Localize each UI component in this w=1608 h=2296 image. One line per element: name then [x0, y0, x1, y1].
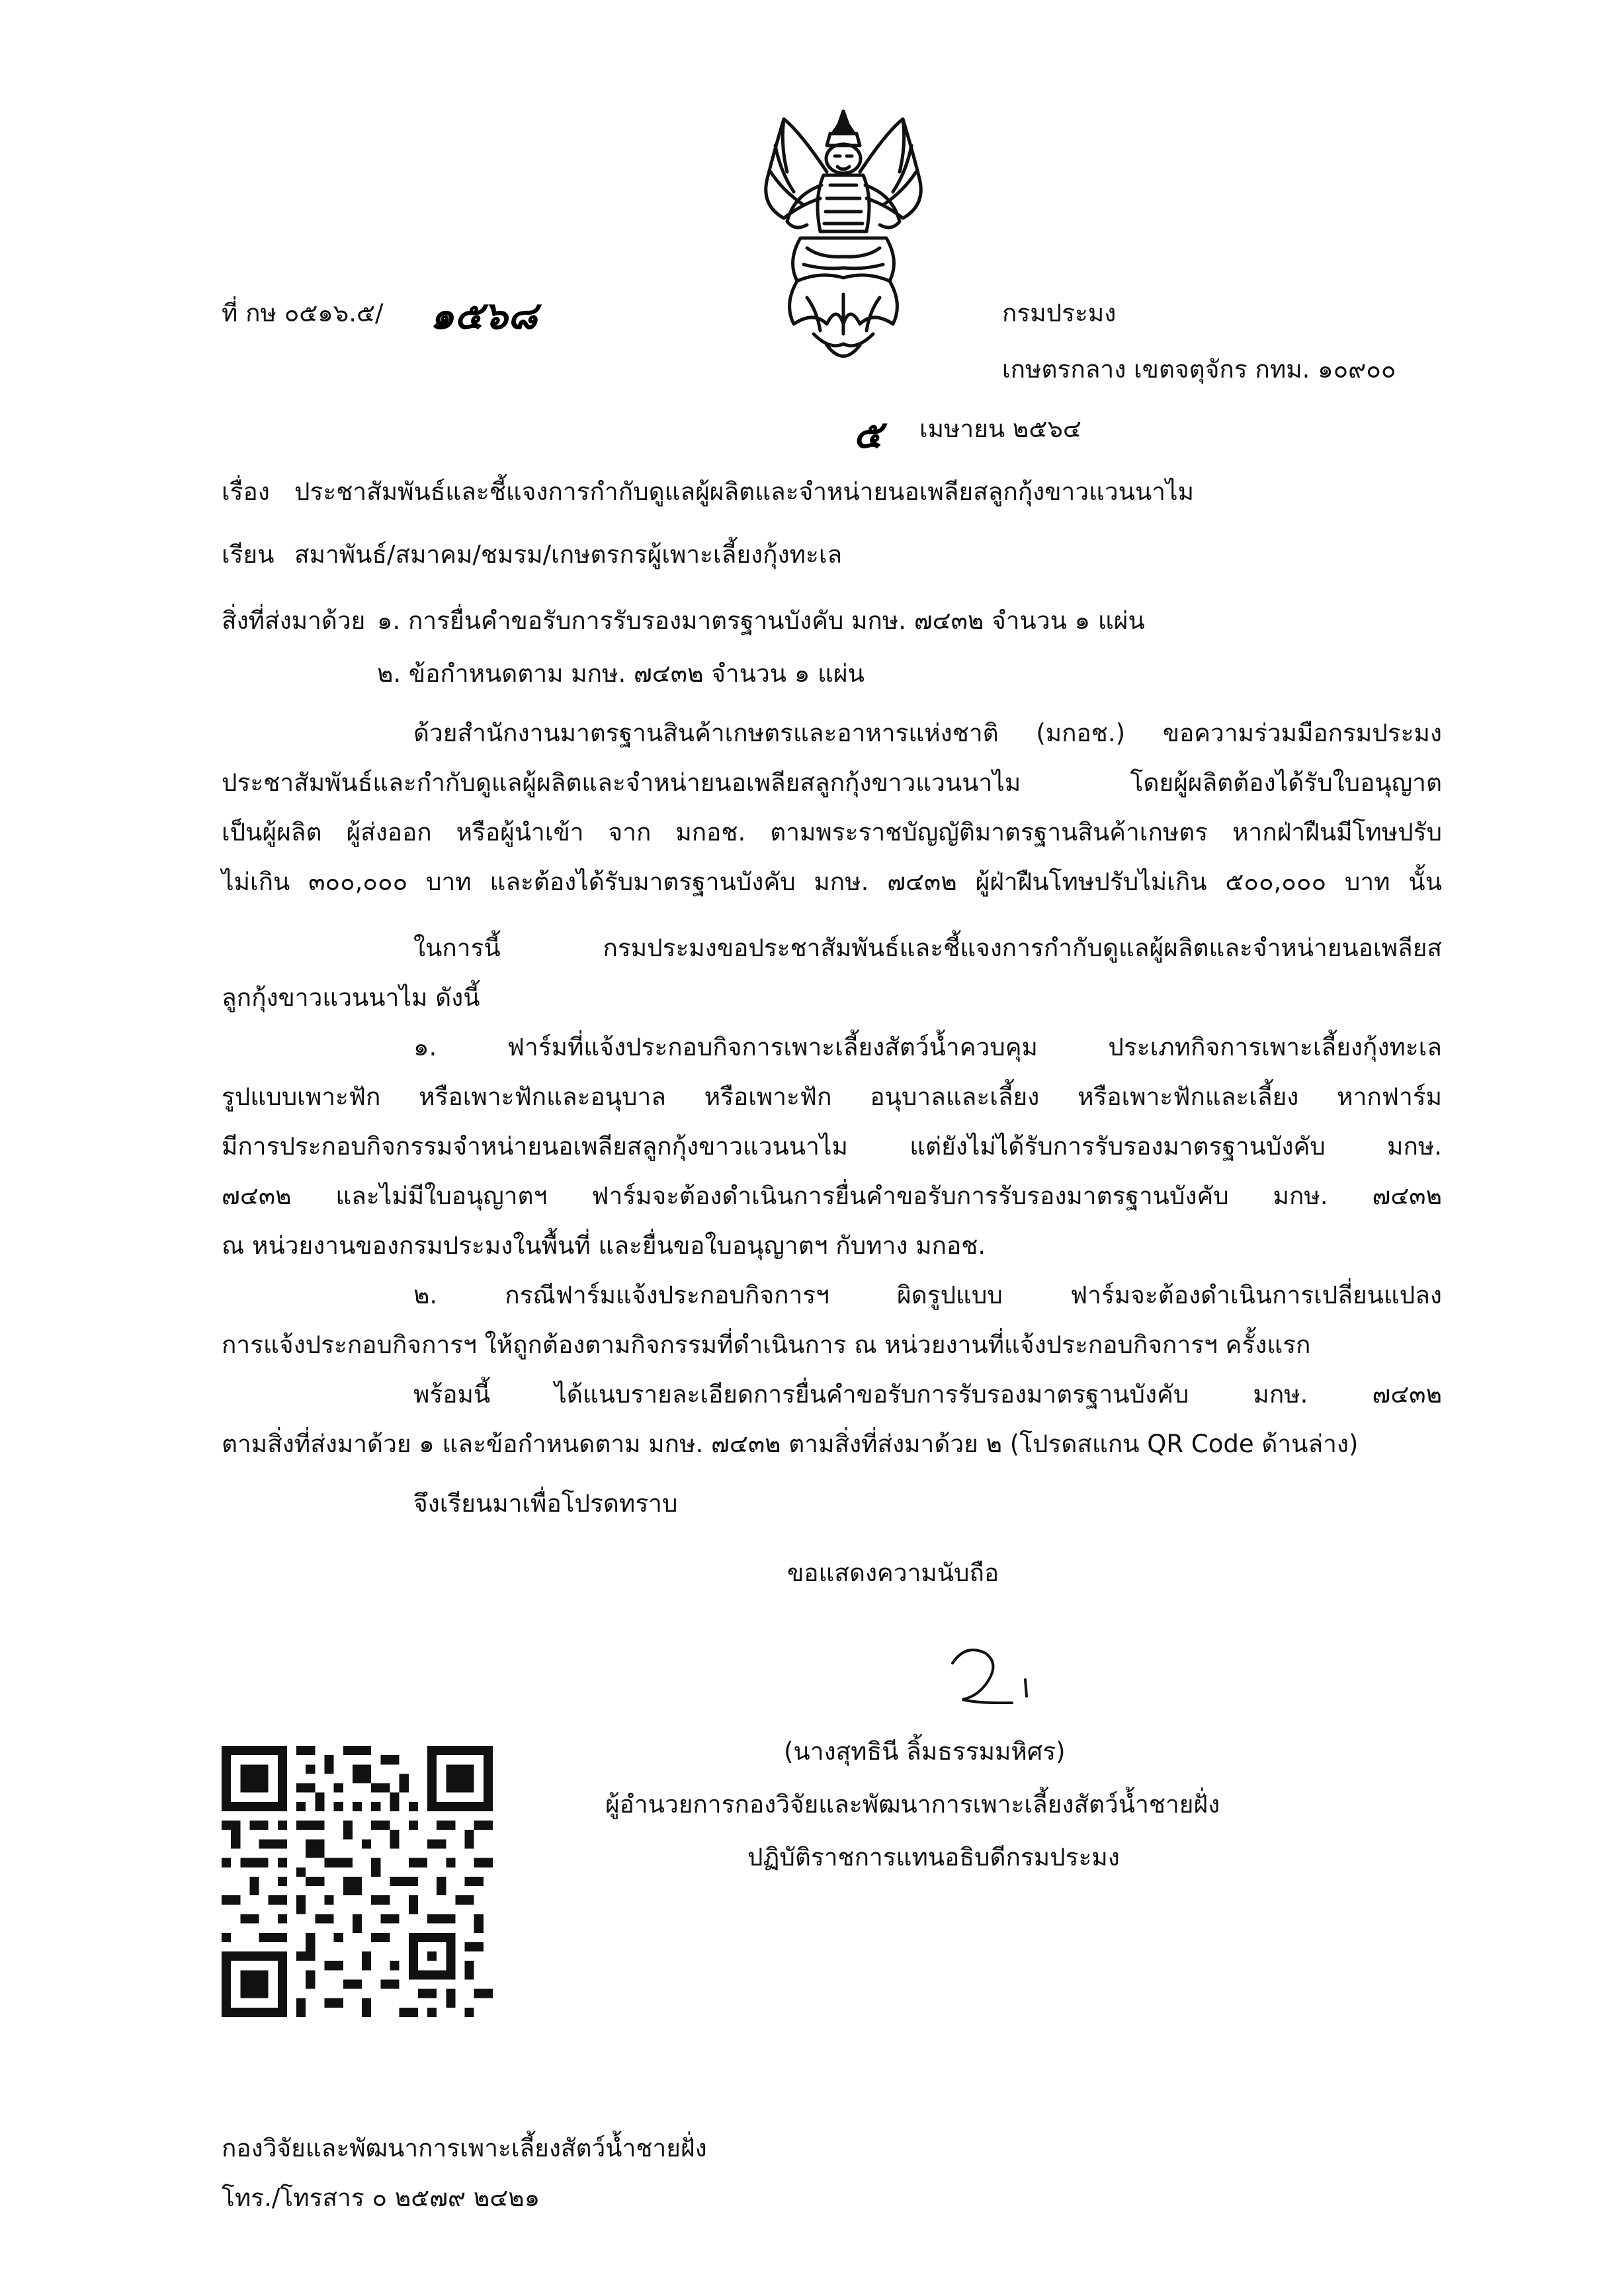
item-1-line: ๗๔๓๒ และไม่มีใบอนุญาตฯ ฟาร์มจะต้องดำเนินการยื่นคำขอรับการรับรองมาตรฐานบังคับ มกษ. ๗๔๓๒: [222, 1182, 1442, 1210]
item-1-line: ๑. ฟาร์มที่แจ้งประกอบกิจการเพาะเลี้ยงสัตว์น้ำควบคุม ประเภทกิจการเพาะเลี้ยงกุ้งทะเล: [413, 1033, 1442, 1061]
paragraph-1-line: ไม่เกิน ๓๐๐,๐๐๐ บาท และต้องได้รับมาตรฐานบังคับ มกษ. ๗๔๓๒ ผู้ฝ่าฝืนโทษปรับไม่เกิน ๕๐๐,๐๐๐ บาท นั้น: [222, 868, 1442, 896]
item-2-line: ๒. กรณีฟาร์มแจ้งประกอบกิจการฯ ผิดรูปแบบ ฟาร์มจะต้องดำเนินการเปลี่ยนแปลง: [413, 1281, 1442, 1309]
subject-text: ประชาสัมพันธ์และชี้แจงการกำกับดูแลผู้ผลิตและจำหน่ายนอเพลียสลูกกุ้งขาวแวนนาไม: [294, 477, 1195, 506]
signatory-name: (นางสุทธินี ลิ้มธรรมมหิศร): [784, 1737, 1066, 1766]
item-1-line: รูปแบบเพาะฟัก หรือเพาะฟักและอนุบาล หรือเพาะฟัก อนุบาลและเลี้ยง หรือเพาะฟักและเลี้ยง หากฟาร์ม: [222, 1083, 1442, 1111]
garuda-emblem-icon: [721, 106, 966, 370]
regards-text: ขอแสดงความนับถือ: [787, 1559, 999, 1587]
signatory-acting: ปฏิบัติราชการแทนอธิบดีกรมประมง: [747, 1843, 1120, 1871]
recipient-text: สมาพันธ์/สมาคม/ชมรม/เกษตรกรผู้เพาะเลี้ยงกุ้งทะเล: [294, 540, 843, 569]
reference-number-handwritten: ๑๕๖๘: [430, 293, 538, 338]
qr-code[interactable]: [222, 1746, 493, 2017]
subject-label: เรื่อง: [222, 477, 270, 506]
agency-address: เกษตรกลาง เขตจตุจักร กทม. ๑๐๙๐๐: [1002, 355, 1396, 384]
paragraph-1-line: ประชาสัมพันธ์และกำกับดูแลผู้ผลิตและจำหน่ายนอเพลียสลูกกุ้งขาวแวนนาไม โดยผู้ผลิตต้องได้รับใบอนุญาต: [222, 768, 1442, 797]
item-2-line: การแจ้งประกอบกิจการฯ ให้ถูกต้องตามกิจกรรมที่ดำเนินการ ณ หน่วยงานที่แจ้งประกอบกิจการฯ ครั้งแรก: [222, 1331, 1311, 1359]
paragraph-3-line: ตามสิ่งที่ส่งมาด้วย ๑ และข้อกำหนดตาม มกษ. ๗๔๓๒ ตามสิ่งที่ส่งมาด้วย ๒ (โปรดสแกน QR Code ด้านล่าง): [222, 1430, 1359, 1458]
paragraph-2-line: ในการนี้ กรมประมงขอประชาสัมพันธ์และชี้แจงการกำกับดูแลผู้ผลิตและจำหน่ายนอเพลียส: [413, 934, 1442, 962]
enclosure-item: ๒. ข้อกำหนดตาม มกษ. ๗๔๓๒ จำนวน ๑ แผ่น: [377, 659, 865, 688]
footer-phone: โทร./โทรสาร ๐ ๒๕๗๙ ๒๔๒๑: [222, 2184, 540, 2212]
paragraph-3-line: พร้อมนี้ ได้แนบรายละเอียดการยื่นคำขอรับการรับรองมาตรฐานบังคับ มกษ. ๗๔๓๒: [413, 1380, 1442, 1409]
item-1-line: ณ หน่วยงานของกรมประมงในพื้นที่ และยื่นขอใบอนุญาตฯ กับทาง มกอช.: [222, 1231, 986, 1260]
enclosure-label: สิ่งที่ส่งมาด้วย: [222, 606, 366, 635]
recipient-label: เรียน: [222, 540, 275, 569]
paragraph-2-line: ลูกกุ้งขาวแวนนาไม ดังนี้: [222, 983, 480, 1012]
paragraph-1-line: เป็นผู้ผลิต ผู้ส่งออก หรือผู้นำเข้า จาก มกอช. ตามพระราชบัญญัติมาตรฐานสินค้าเกษตร หากฝ่าฝืนมีโทษปรับ: [222, 818, 1442, 846]
footer-division: กองวิจัยและพัฒนาการเพาะเลี้ยงสัตว์น้ำชายฝั่ง: [222, 2134, 707, 2162]
date-day-handwritten: ๕: [853, 412, 882, 457]
signatory-position: ผู้อำนวยการกองวิจัยและพัฒนาการเพาะเลี้ยงสัตว์น้ำชายฝั่ง: [605, 1790, 1220, 1819]
reference-label: ที่ กษ ๐๕๑๖.๕/: [222, 299, 384, 327]
item-1-line: มีการประกอบกิจกรรมจำหน่ายนอเพลียสลูกกุ้งขาวแวนนาไม แต่ยังไม่ได้รับการรับรองมาตรฐานบังคับ มกษ.: [222, 1132, 1442, 1161]
signature-mark: [939, 1640, 1038, 1713]
closing-text: จึงเรียนมาเพื่อโปรดทราบ: [413, 1489, 678, 1518]
enclosure-item: ๑. การยื่นคำขอรับการรับรองมาตรฐานบังคับ มกษ. ๗๔๓๒ จำนวน ๑ แผ่น: [377, 606, 1145, 635]
agency-name: กรมประมง: [1002, 299, 1117, 327]
date-text: เมษายน ๒๕๖๔: [919, 415, 1081, 443]
paragraph-1-line: ด้วยสำนักงานมาตรฐานสินค้าเกษตรและอาหารแห่งชาติ (มกอช.) ขอความร่วมมือกรมประมง: [413, 719, 1442, 747]
